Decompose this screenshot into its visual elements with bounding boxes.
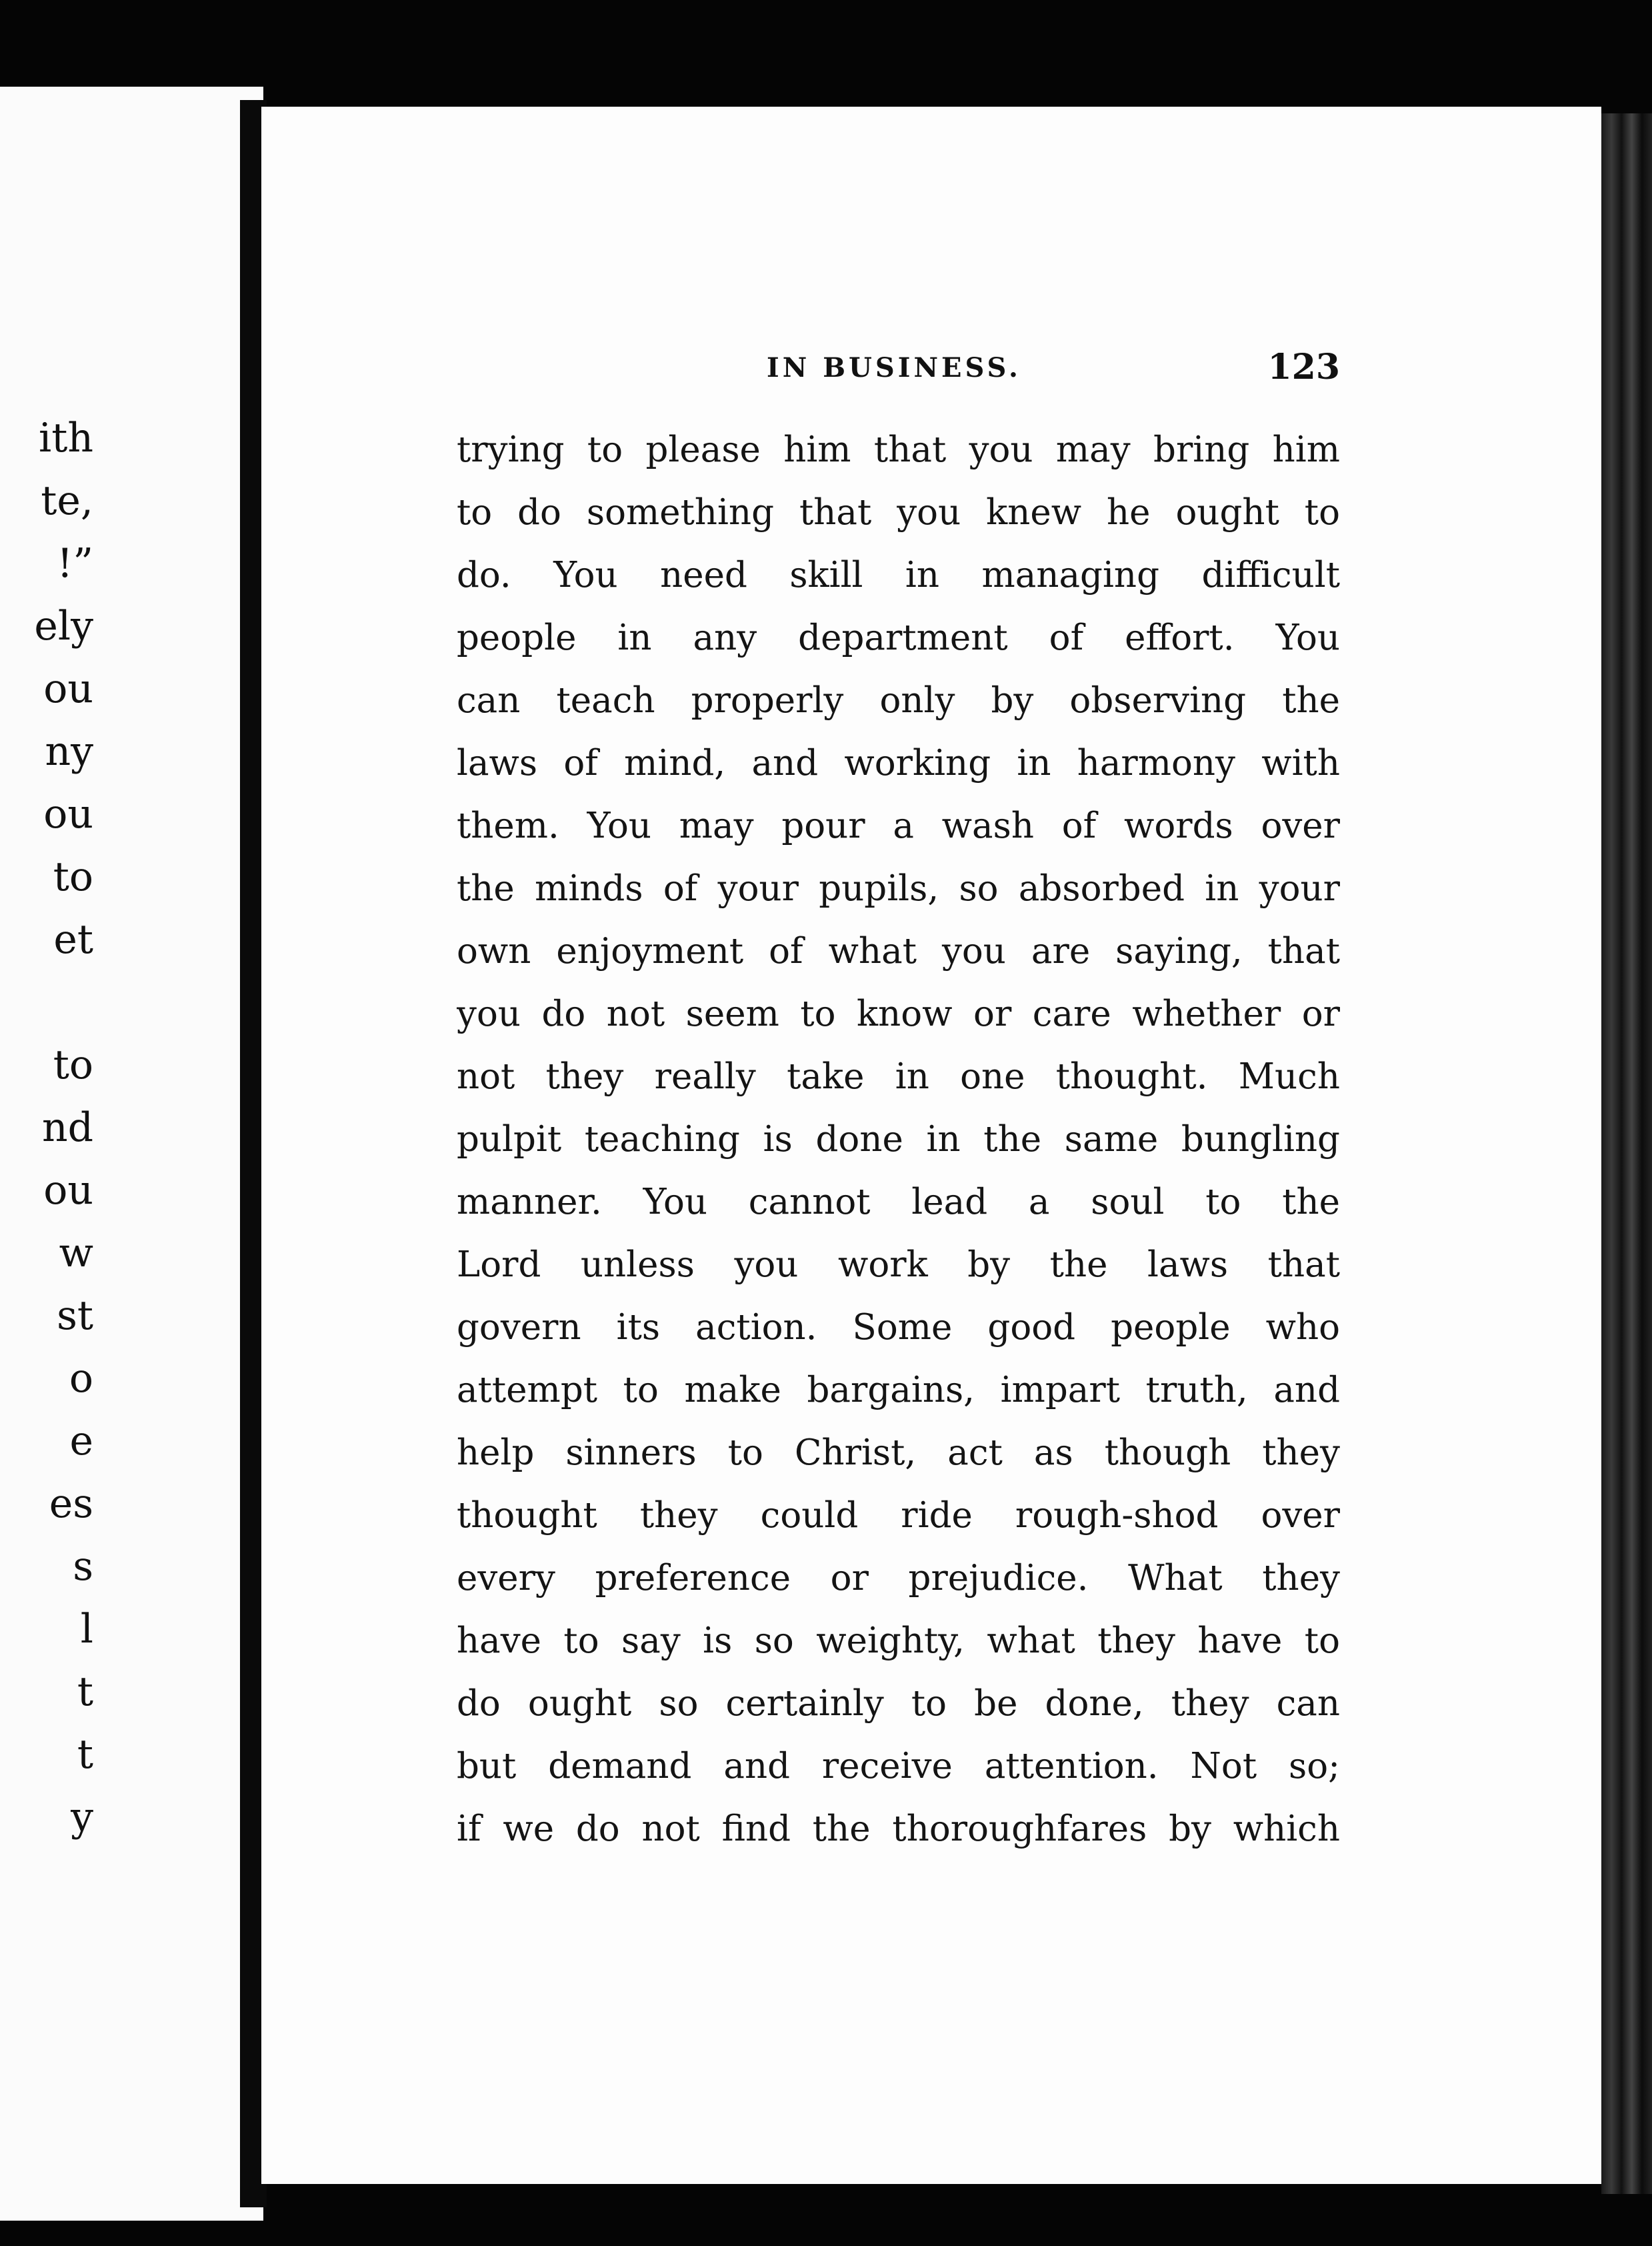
line-fragment: ely — [34, 603, 93, 650]
text-line: do ought so certainly to be done, they can — [457, 1683, 1340, 1724]
text-line: can teach properly only by observing the — [457, 680, 1340, 721]
running-head — [767, 347, 1340, 387]
line-fragment: te, — [41, 477, 93, 524]
line-fragment — [0, 971, 93, 1034]
line-fragment: es — [49, 1480, 93, 1527]
text-line: Lord unless you work by the laws that — [457, 1244, 1340, 1285]
text-line: not they really take in one thought. Much — [457, 1056, 1340, 1097]
line-fragment: y — [71, 1794, 93, 1841]
text-line: govern its action. Some good people who — [457, 1307, 1340, 1348]
line-fragment: et — [53, 916, 93, 963]
text-line: every preference or prejudice. What they — [457, 1558, 1340, 1598]
text-line: own enjoyment of what you are saying, that — [457, 931, 1340, 972]
previous-page-line-ends — [0, 407, 93, 1849]
page-stack-edge — [1601, 113, 1652, 2194]
previous-page-fragment — [0, 87, 263, 2221]
line-fragment: to — [53, 854, 93, 900]
line-fragment: l — [80, 1606, 93, 1652]
text-line: to do something that you knew he ought to — [457, 492, 1340, 533]
line-fragment: to — [53, 1042, 93, 1088]
line-fragment: ou — [43, 666, 93, 712]
line-fragment: ny — [45, 728, 93, 775]
text-line: but demand and receive attention. Not so; — [457, 1746, 1340, 1787]
text-line: you do not seem to know or care whether or — [457, 994, 1340, 1034]
line-fragment: !” — [57, 540, 93, 587]
text-line: have to say is so weighty, what they have to — [457, 1620, 1340, 1661]
line-fragment: e — [69, 1418, 93, 1464]
text-line: the minds of your pupils, so absorbed in your — [457, 868, 1340, 909]
line-fragment: s — [73, 1543, 93, 1590]
text-line: laws of mind, and working in harmony with — [457, 743, 1340, 784]
page-number: 123 — [1267, 347, 1340, 387]
text-line: attempt to make bargains, impart truth, and — [457, 1370, 1340, 1410]
line-fragment: ou — [43, 1167, 93, 1214]
line-fragment: st — [57, 1292, 93, 1339]
text-line: them. You may pour a wash of words over — [457, 806, 1340, 846]
text-line: thought they could ride rough-shod over — [457, 1495, 1340, 1536]
text-line: trying to please him that you may bring him — [457, 429, 1340, 470]
body-text — [457, 419, 1340, 1861]
text-line: pulpit teaching is done in the same bungling — [457, 1119, 1340, 1160]
line-fragment: nd — [41, 1104, 93, 1151]
line-fragment: w — [59, 1230, 93, 1276]
line-fragment: ou — [43, 791, 93, 838]
text-line: manner. You cannot lead a soul to the — [457, 1182, 1340, 1222]
running-title: IN BUSINESS. — [767, 352, 1021, 383]
text-line: do. You need skill in managing difficult — [457, 555, 1340, 596]
text-line: help sinners to Christ, act as though they — [457, 1432, 1340, 1473]
line-fragment: o — [69, 1355, 93, 1402]
line-fragment: t — [77, 1731, 93, 1778]
line-fragment: t — [77, 1668, 93, 1715]
text-line: people in any department of effort. You — [457, 618, 1340, 658]
line-fragment: ith — [39, 415, 93, 461]
text-line: if we do not find the thoroughfares by which — [457, 1809, 1340, 1849]
